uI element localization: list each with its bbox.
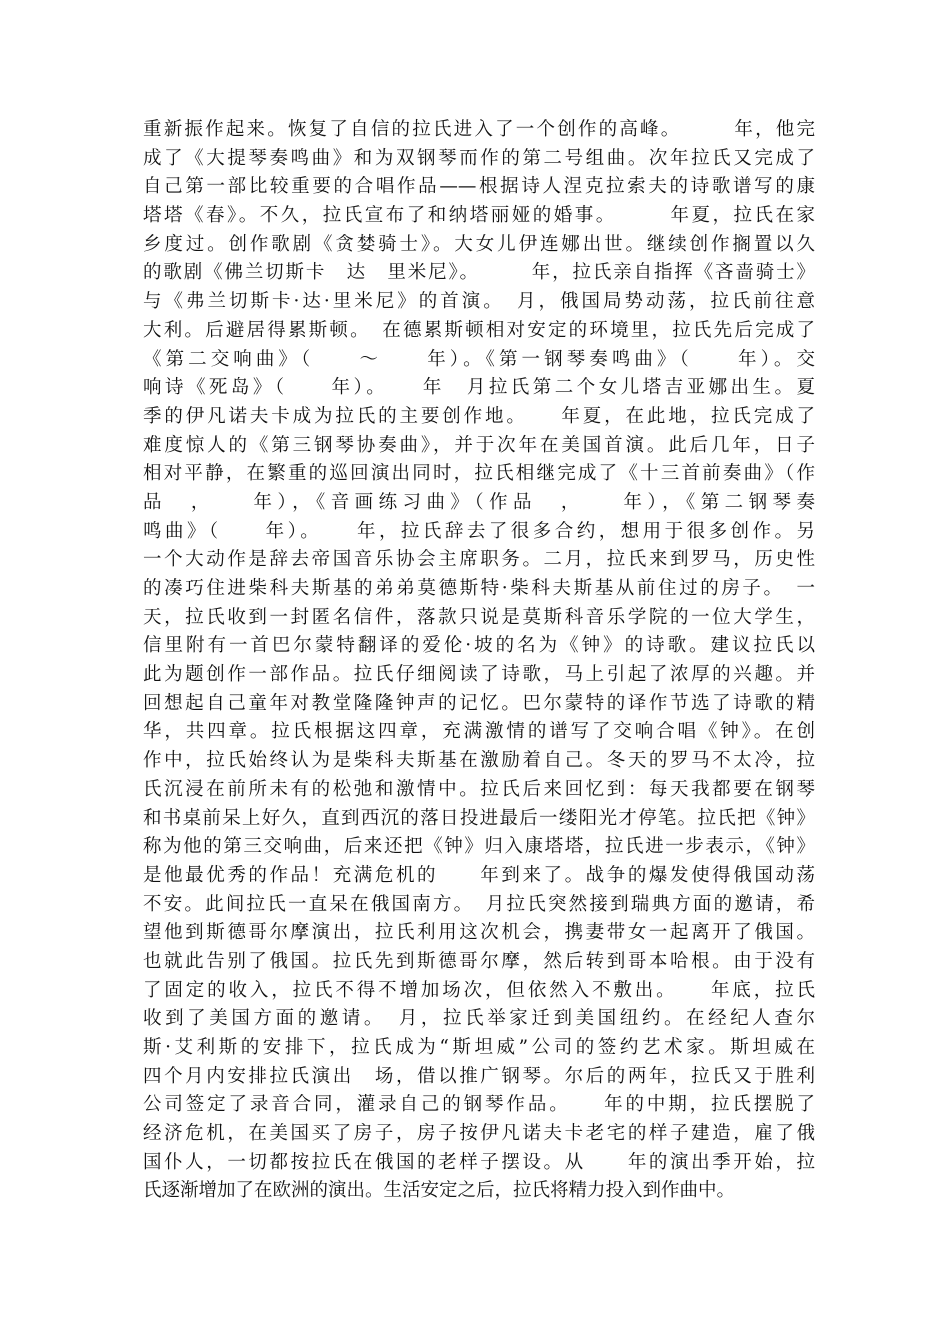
text-line: 乡度过。创作歌剧《贪婪骑士》。大女儿伊连娜出世。继续创作搁置以久 (143, 233, 815, 255)
text-line: 塔塔《春》。不久，拉氏宣布了和纳塔丽娅的婚事。 年夏，拉氏在家 (143, 205, 815, 227)
text-line: 和书桌前呆上好久，直到西沉的落日投进最后一缕阳光才停笔。拉氏把《钟》 (143, 807, 815, 829)
text-line: 大利。后避居得累斯顿。 在德累斯顿相对安定的环境里，拉氏先后完成了 (143, 319, 815, 341)
text-line: 华，共四章。拉氏根据这四章，充满激情的谱写了交响合唱《钟》。在创 (143, 721, 815, 743)
text-line: 难度惊人的《第三钢琴协奏曲》，并于次年在美国首演。此后几年，日子 (143, 434, 815, 456)
text-line: 公司签定了录音合同，灌录自己的钢琴作品。 年的中期，拉氏摆脱了 (143, 1094, 815, 1116)
text-line: 氏沉浸在前所未有的松弛和激情中。拉氏后来回忆到：每天我都要在钢琴 (143, 778, 815, 800)
text-line: 了固定的收入，拉氏不得不增加场次，但依然入不敷出。 年底，拉氏 (143, 979, 815, 1001)
text-line: 望他到斯德哥尔摩演出，拉氏利用这次机会，携妻带女一起离开了俄国。 (143, 922, 815, 944)
text-line: 的歌剧《佛兰切斯卡 达 里米尼》。 年，拉氏亲自指挥《吝啬骑士》 (143, 262, 815, 284)
text-line: 也就此告别了俄国。拉氏先到斯德哥尔摩，然后转到哥本哈根。由于没有 (143, 950, 815, 972)
text-line: 回想起自己童年对教堂隆隆钟声的记忆。巴尔蒙特的译作节选了诗歌的精 (143, 692, 815, 714)
text-line: 成了《大提琴奏鸣曲》和为双钢琴而作的第二号组曲。次年拉氏又完成了 (143, 147, 815, 169)
text-line: 此为题创作一部作品。拉氏仔细阅读了诗歌，马上引起了浓厚的兴趣。并 (143, 664, 815, 686)
text-line: 与《弗兰切斯卡·达·里米尼》的首演。 月，俄国局势动荡，拉氏前往意 (143, 291, 815, 313)
text-line: 斯·艾利斯的安排下，拉氏成为“斯坦威”公司的签约艺术家。斯坦威在 (143, 1037, 815, 1058)
text-line: 品 ， 年），《音画练习曲》（作品 ， 年），《第二钢琴奏 (143, 491, 815, 513)
text-line: 的凑巧住进柴科夫斯基的弟弟莫德斯特·柴科夫斯基从前住过的房子。 一 (143, 578, 815, 599)
text-line: 收到了美国方面的邀请。 月，拉氏举家迁到美国纽约。在经纪人查尔 (143, 1008, 815, 1030)
text-line: 氏逐渐增加了在欧洲的演出。生活安定之后，拉氏将精力投入到作曲中。 (143, 1180, 736, 1202)
text-line: 《第二交响曲》（ ～ 年）。《第一钢琴奏鸣曲》（ 年）。交 (143, 348, 815, 370)
text-line: 信里附有一首巴尔蒙特翻译的爱伦·坡的名为《钟》的诗歌。建议拉氏以 (143, 635, 815, 657)
text-line: 经济危机，在美国买了房子，房子按伊凡诺夫卡老宅的样子建造，雇了俄 (143, 1123, 815, 1145)
text-line: 相对平静，在繁重的巡回演出同时，拉氏相继完成了《十三首前奏曲》（作 (143, 463, 815, 485)
text-line: 自己第一部比较重要的合唱作品——根据诗人涅克拉索夫的诗歌谱写的康 (143, 176, 815, 198)
text-line: 响诗《死岛》（ 年）。 年 月拉氏第二个女儿塔吉亚娜出生。夏 (143, 377, 815, 399)
text-line: 国仆人，一切都按拉氏在俄国的老样子摆设。从 年的演出季开始，拉 (143, 1151, 815, 1173)
text-line: 天，拉氏收到一封匿名信件，落款只说是莫斯科音乐学院的一位大学生， (143, 606, 815, 628)
text-line: 季的伊凡诺夫卡成为拉氏的主要创作地。 年夏，在此地，拉氏完成了 (143, 405, 815, 427)
text-line: 不安。此间拉氏一直呆在俄国南方。 月拉氏突然接到瑞典方面的邀请，希 (143, 893, 815, 915)
text-line: 是他最优秀的作品！充满危机的 年到来了。战争的爆发使得俄国动荡 (143, 864, 815, 886)
text-line: 重新振作起来。恢复了自信的拉氏进入了一个创作的高峰。 年，他完 (143, 119, 815, 140)
text-line: 四个月内安排拉氏演出 场，借以推广钢琴。尔后的两年，拉氏又于胜利 (143, 1065, 815, 1087)
text-line: 一个大动作是辞去帝国音乐协会主席职务。二月，拉氏来到罗马，历史性 (143, 549, 815, 571)
text-line: 作中，拉氏始终认为是柴科夫斯基在激励着自己。冬天的罗马不太冷，拉 (143, 750, 815, 772)
body-text (143, 116, 815, 1206)
text-line: 鸣曲》（ 年）。 年，拉氏辞去了很多合约，想用于很多创作。另 (143, 520, 815, 542)
text-line: 称为他的第三交响曲，后来还把《钟》归入康塔塔，拉氏进一步表示，《钟》 (143, 836, 815, 858)
